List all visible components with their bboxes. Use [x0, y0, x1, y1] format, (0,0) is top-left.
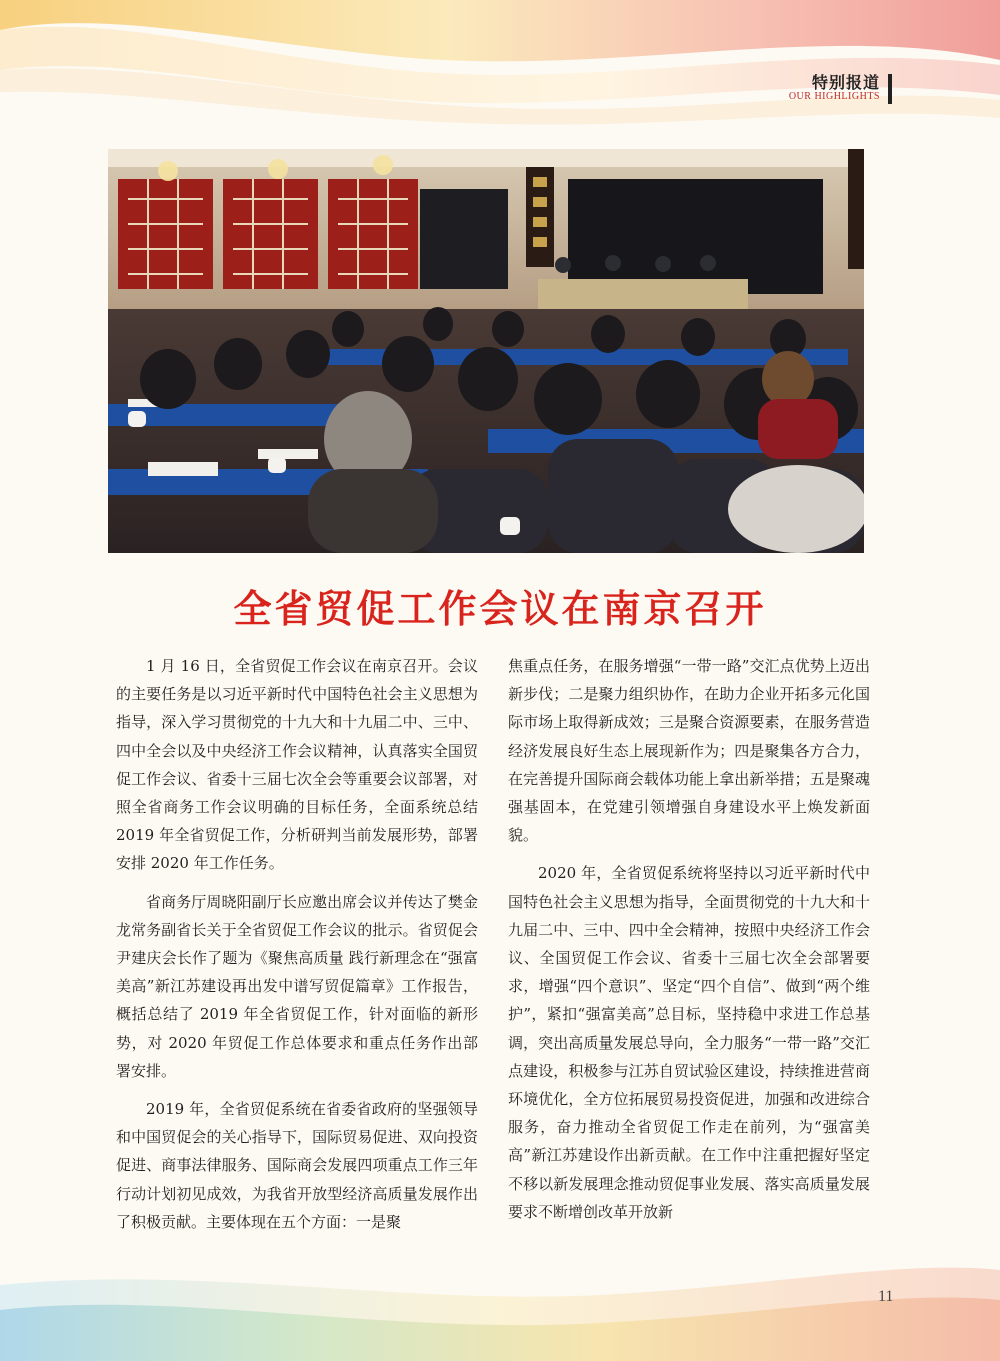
conference-photo — [108, 149, 864, 553]
paragraph: 省商务厅周晓阳副厅长应邀出席会议并传达了樊金龙常务副省长关于全省贸促工作会议的批示。省贸促会尹建庆会长作了题为《聚焦高质量 践行新理念在“强富美高”新江苏建设再出发中谱写贸促篇章》工作报告，概括总结了 2019 年全省贸促工作，针对面临的新形势，对 2020 年贸促工作总体要求和重点任务作出部署安排。 — [116, 892, 478, 1080]
article-column-left — [116, 652, 478, 1246]
page-number: 11 — [878, 1288, 894, 1305]
paragraph: 2020 年，全省贸促系统将坚持以习近平新时代中国特色社会主义思想为指导，全面贯彻党的十九大和十九届二中、三中、四中全会精神，按照中央经济工作会议、全国贸促工作会议、省委十三届七次全会部署要求，增强“四个意识”、坚定“四个自信”、做到“两个维护”，紧扣“强富美高”总目标，坚持稳中求进工作总基调，突出高质量发展总导向，全力服务“一带一路”交汇点建设，积极参与江苏自贸试验区建设，持续推进营商环境优化，全方位拓展贸易投资促进，加强和改进综合服务，奋力推动全省贸促工作走在前列，为“强富美高”新江苏建设作出新贡献。在工作中注重把握好坚定不移以新发展理念推动贸促事业发展、落实高质量发展要求不断增创改革开放新 — [508, 864, 870, 1221]
article-title: 全省贸促工作会议在南京召开 — [233, 586, 767, 631]
paragraph: 1 月 16 日，全省贸促工作会议在南京召开。会议的主要任务是以习近平新时代中国特色社会主义思想为指导，深入学习贯彻党的十九大和十九届二中、三中、四中全会以及中央经济工作会议精神，认真落实全国贸促工作会议、省委十三届七次全会等重要会议部署，对照全省商务工作会议明确的目标任务，全面系统总结 2019 年全省贸促工作，分析研判当前发展形势，部署安排 2020 年工作任务。 — [116, 657, 478, 873]
top-decorative-wave — [0, 0, 1000, 130]
paragraph: 2019 年，全省贸促系统在省委省政府的坚强领导和中国贸促会的关心指导下，国际贸易促进、双向投资促进、商事法律服务、国际商会发展四项重点工作三年行动计划初见成效，为我省开放型经济高质量发展作出了积极贡献。主要体现在五个方面：一是聚 — [116, 1100, 478, 1231]
bottom-decorative-wave — [0, 1255, 1000, 1361]
conference-photo-illustration — [108, 149, 864, 553]
paragraph: 焦重点任务，在服务增强“一带一路”交汇点优势上迈出新步伐；二是聚力组织协作，在助力企业开拓多元化国际市场上取得新成效；三是聚合资源要素，在服务营造经济发展良好生态上展现新作为；四是聚集各方合力，在完善提升国际商会载体功能上拿出新举措；五是聚魂强基固本，在党建引领增强自身建设水平上焕发新面貌。 — [508, 657, 870, 845]
section-header — [789, 74, 892, 104]
section-subtitle: OUR HIGHLIGHTS — [788, 91, 880, 102]
article-column-right — [508, 652, 870, 1236]
section-title: 特别报道 — [811, 73, 880, 92]
